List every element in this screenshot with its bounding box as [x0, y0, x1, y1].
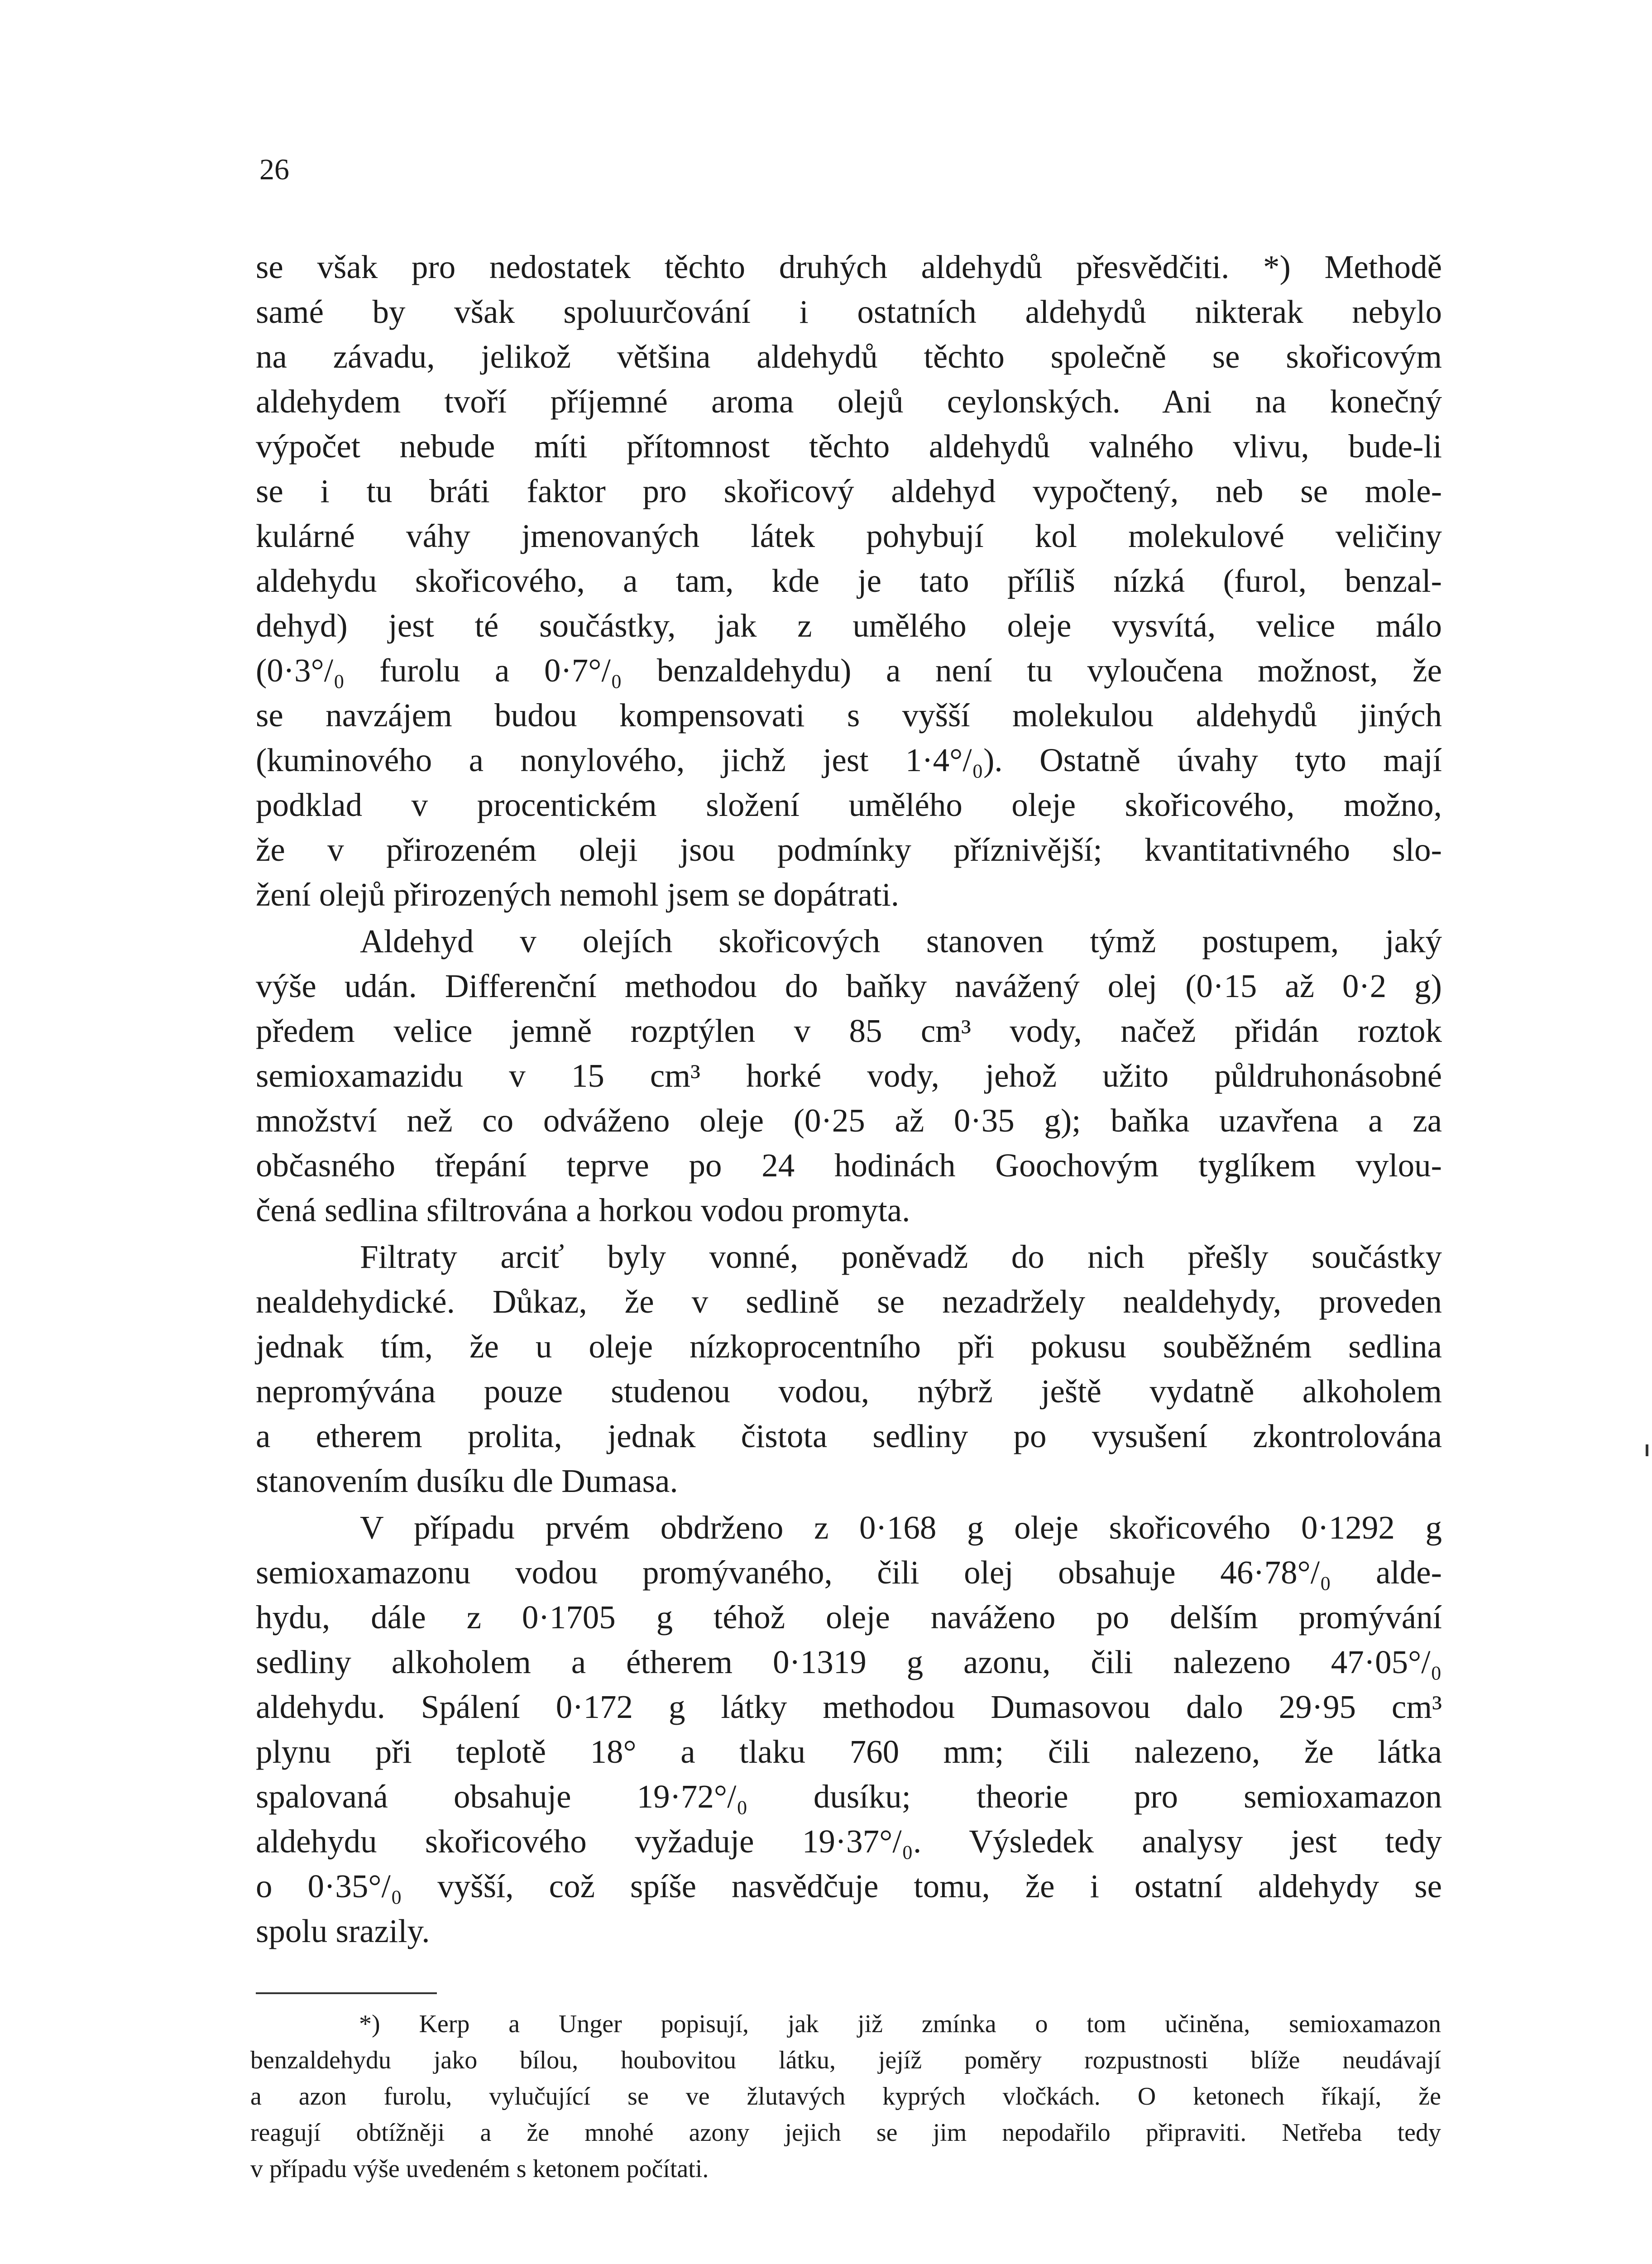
- paragraph: [256, 1234, 1442, 1503]
- text-line: stanovením dusíku dle Dumasa.: [256, 1463, 678, 1499]
- paragraph: [256, 919, 1442, 1233]
- footnote: [250, 2006, 1441, 2187]
- text-line: V případu prvém obdrženo z 0·168 g oleje skořicového 0·1292 g: [360, 1509, 1442, 1546]
- text-line: Filtraty arciť byly vonné, poněvadž do nich přešly součástky: [360, 1238, 1442, 1275]
- text-line: a etherem prolita, jednak čistota sedliny po vysušení zkontrolována: [256, 1418, 1442, 1454]
- footnote-divider: [256, 1992, 437, 1994]
- text-line: jednak tím, že u oleje nízkoprocentního při pokusu souběžném sedlina: [256, 1328, 1442, 1365]
- text-line: plynu při teplotě 18° a tlaku 760 mm; čili nalezeno, že látka: [256, 1733, 1442, 1770]
- margin-mark: [1646, 1444, 1648, 1456]
- body-text: [256, 245, 1442, 1953]
- text-line: hydu, dále z 0·1705 g téhož oleje naváženo po delším promývání: [256, 1599, 1442, 1636]
- text-line: o 0·35°/₀ vyšší, což spíše nasvědčuje tomu, že i ostatní aldehydy se: [256, 1868, 1442, 1904]
- text-line: sedliny alkoholem a étherem 0·1319 g azonu, čili nalezeno 47·05°/₀: [256, 1644, 1442, 1680]
- text-line: kulárné váhy jmenovaných látek pohybují kol molekulové veličiny: [256, 518, 1442, 554]
- text-line: (kuminového a nonylového, jichž jest 1·4°/₀). Ostatně úvahy tyto mají: [256, 742, 1442, 778]
- text-line: předem velice jemně rozptýlen v 85 cm³ vody, načež přidán roztok: [256, 1012, 1442, 1049]
- text-line: aldehydu. Spálení 0·172 g látky methodou Dumasovou dalo 29·95 cm³: [256, 1688, 1442, 1725]
- text-line: spalovaná obsahuje 19·72°/₀ dusíku; theorie pro semioxamazon: [256, 1778, 1442, 1815]
- text-line: občasného třepání teprve po 24 hodinách Goochovým tyglíkem vylou-: [256, 1147, 1442, 1184]
- text-line: se i tu bráti faktor pro skořicový aldehyd vypočtený, neb se mole-: [256, 473, 1442, 509]
- text-line: se však pro nedostatek těchto druhých aldehydů přesvědčiti. *) Methodě: [256, 249, 1442, 285]
- text-line: žení olejů přirozených nemohl jsem se dopátrati.: [256, 876, 900, 913]
- footnote-line: reagují obtížněji a že mnohé azony jejich se jim nepodařilo připraviti. Netřeba tedy: [250, 2119, 1441, 2147]
- text-line: aldehydem tvoří příjemné aroma olejů ceylonských. Ani na konečný: [256, 383, 1442, 420]
- page-number: 26: [259, 153, 289, 186]
- footnote-line: a azon furolu, vylučující se ve žlutavých kyprých vločkách. O ketonech říkají, že: [250, 2082, 1441, 2111]
- text-line: se navzájem budou kompensovati s vyšší molekulou aldehydů jiných: [256, 697, 1442, 734]
- text-line: aldehydu skořicového, a tam, kde je tato příliš nízká (furol, benzal-: [256, 562, 1442, 599]
- text-line: semioxamazonu vodou promývaného, čili olej obsahuje 46·78°/₀ alde-: [256, 1554, 1442, 1591]
- footnote-line: v případu výše uvedeném s ketonem počítati.: [250, 2155, 709, 2183]
- paragraph: [256, 1505, 1442, 1953]
- text-line: nepromývána pouze studenou vodou, nýbrž ještě vydatně alkoholem: [256, 1373, 1442, 1410]
- text-line: podklad v procentickém složení umělého oleje skořicového, možno,: [256, 787, 1442, 823]
- text-line: nealdehydické. Důkaz, že v sedlině se nezadržely nealdehydy, proveden: [256, 1283, 1442, 1320]
- footnote-line: benzaldehydu jako bílou, houbovitou látku, jejíž poměry rozpustnosti blíže neudávají: [250, 2046, 1441, 2074]
- text-line: že v přirozeném oleji jsou podmínky příznivější; kvantitativného slo-: [256, 831, 1442, 868]
- text-line: čená sedlina sfiltrována a horkou vodou promyta.: [256, 1192, 910, 1228]
- footnote-line: *) Kerp a Unger popisují, jak již zmínka o tom učiněna, semioxamazon: [359, 2010, 1441, 2038]
- text-line: samé by však spoluurčování i ostatních aldehydů nikterak nebylo: [256, 293, 1442, 330]
- text-line: semioxamazidu v 15 cm³ horké vody, jehož užito půldruhonásobné: [256, 1057, 1442, 1094]
- text-line: dehyd) jest té součástky, jak z umělého oleje vysvítá, velice málo: [256, 607, 1442, 644]
- text-line: na závadu, jelikož většina aldehydů těchto společně se skořicovým: [256, 338, 1442, 375]
- text-line: množství než co odváženo oleje (0·25 až 0·35 g); baňka uzavřena a za: [256, 1102, 1442, 1139]
- text-line: výše udán. Differenční methodou do baňky navážený olej (0·15 až 0·2 g): [256, 968, 1442, 1004]
- text-line: aldehydu skořicového vyžaduje 19·37°/₀. Výsledek analysy jest tedy: [256, 1823, 1442, 1860]
- text-line: (0·3°/₀ furolu a 0·7°/₀ benzaldehydu) a není tu vyloučena možnost, že: [256, 652, 1442, 689]
- text-line: spolu srazily.: [256, 1913, 430, 1949]
- text-line: výpočet nebude míti přítomnost těchto aldehydů valného vlivu, bude-li: [256, 428, 1442, 465]
- paragraph: [256, 245, 1442, 917]
- text-line: Aldehyd v olejích skořicových stanoven týmž postupem, jaký: [360, 923, 1442, 959]
